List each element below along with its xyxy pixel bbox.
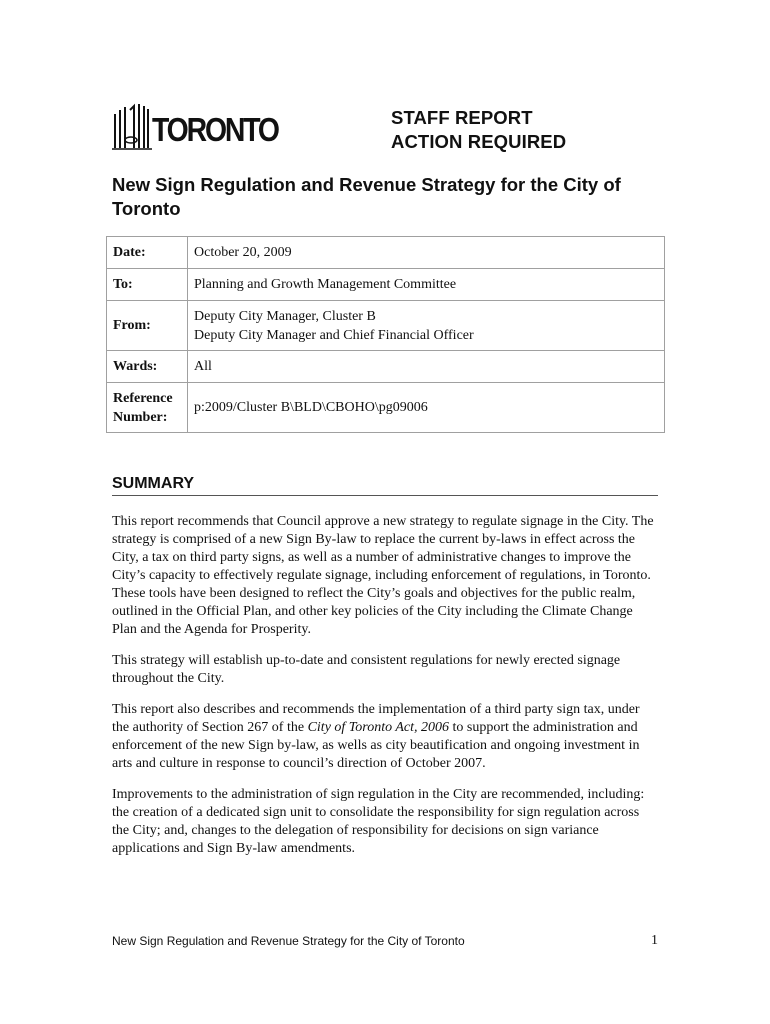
to-label: To:: [107, 269, 188, 301]
table-row: [107, 301, 665, 351]
date-value: October 20, 2009: [188, 237, 665, 269]
page-number: 1: [651, 933, 658, 948]
from-label: From:: [107, 301, 188, 351]
toronto-logo: [112, 102, 278, 154]
summary-paragraph-3: [112, 701, 657, 773]
from-value-line2: Deputy City Manager and Chief Financial Officer: [194, 327, 474, 343]
reference-label-line2: Number:: [113, 409, 168, 425]
report-type-line1: STAFF REPORT: [391, 107, 533, 128]
logo-wordmark: TORONTO: [152, 111, 278, 148]
reference-label-line1: Reference: [113, 390, 173, 406]
report-title: New Sign Regulation and Revenue Strategy for the City of Toronto: [112, 174, 621, 219]
summary-heading: SUMMARY: [112, 474, 658, 496]
reference-value: p:2009/Cluster B\BLD\CBOHO\pg09006: [188, 383, 665, 433]
date-label: Date:: [107, 237, 188, 269]
table-row: [107, 269, 665, 301]
reference-label: [107, 383, 188, 433]
wards-value: All: [188, 351, 665, 383]
summary-body: [112, 513, 657, 871]
table-row: [107, 237, 665, 269]
table-row: [107, 351, 665, 383]
summary-paragraph-1: This report recommends that Council approve a new strategy to regulate signage in the City. The strategy is comprised of a new Sign By-law to replace the current by-laws in effect across the City, a tax on third party signs, as well as a number of administrative changes to improve the City’s capacity to effectively regulate signage, including enforcement of regulations, in Toronto. These tools have been designed to reflect the City’s goals and objectives for the public realm, outlined in the Official Plan, and other key policies of the City including the Climate Change Plan and the Agenda for Prosperity.: [112, 514, 654, 637]
from-value: [188, 301, 665, 351]
report-info-table: [106, 236, 665, 433]
from-value-line1: Deputy City Manager, Cluster B: [194, 308, 376, 324]
summary-paragraph-4: Improvements to the administration of sign regulation in the City are recommended, including: the creation of a dedicated sign unit to consolidate the responsibility for sign regulation across the City; and, changes to the delegation of responsibility for decisions on sign variance applications and Sign By-law amendments.: [112, 787, 645, 856]
paragraph-3-text-start: This report also describes and recommends the implementation of a third party sign tax, under the authority of Section 267 of the: [112, 702, 640, 735]
act-citation: City of Toronto Act, 2006: [307, 720, 450, 735]
paragraph-3-text-end: to support the administration and enforcement of the new Sign by-law, as wells as city beautification and ongoing investment in arts and culture in response to council’s direction of October 2007.: [112, 720, 640, 771]
page-footer: [112, 933, 658, 949]
wards-label: Wards:: [107, 351, 188, 383]
summary-paragraph-2: This strategy will establish up-to-date and consistent regulations for newly erected signage throughout the City.: [112, 653, 621, 686]
report-type: [391, 106, 566, 154]
to-value: Planning and Growth Management Committee: [188, 269, 665, 301]
report-type-line2: ACTION REQUIRED: [391, 131, 567, 152]
footer-title: New Sign Regulation and Revenue Strategy for the City of Toronto: [112, 934, 465, 948]
table-row: [107, 383, 665, 433]
